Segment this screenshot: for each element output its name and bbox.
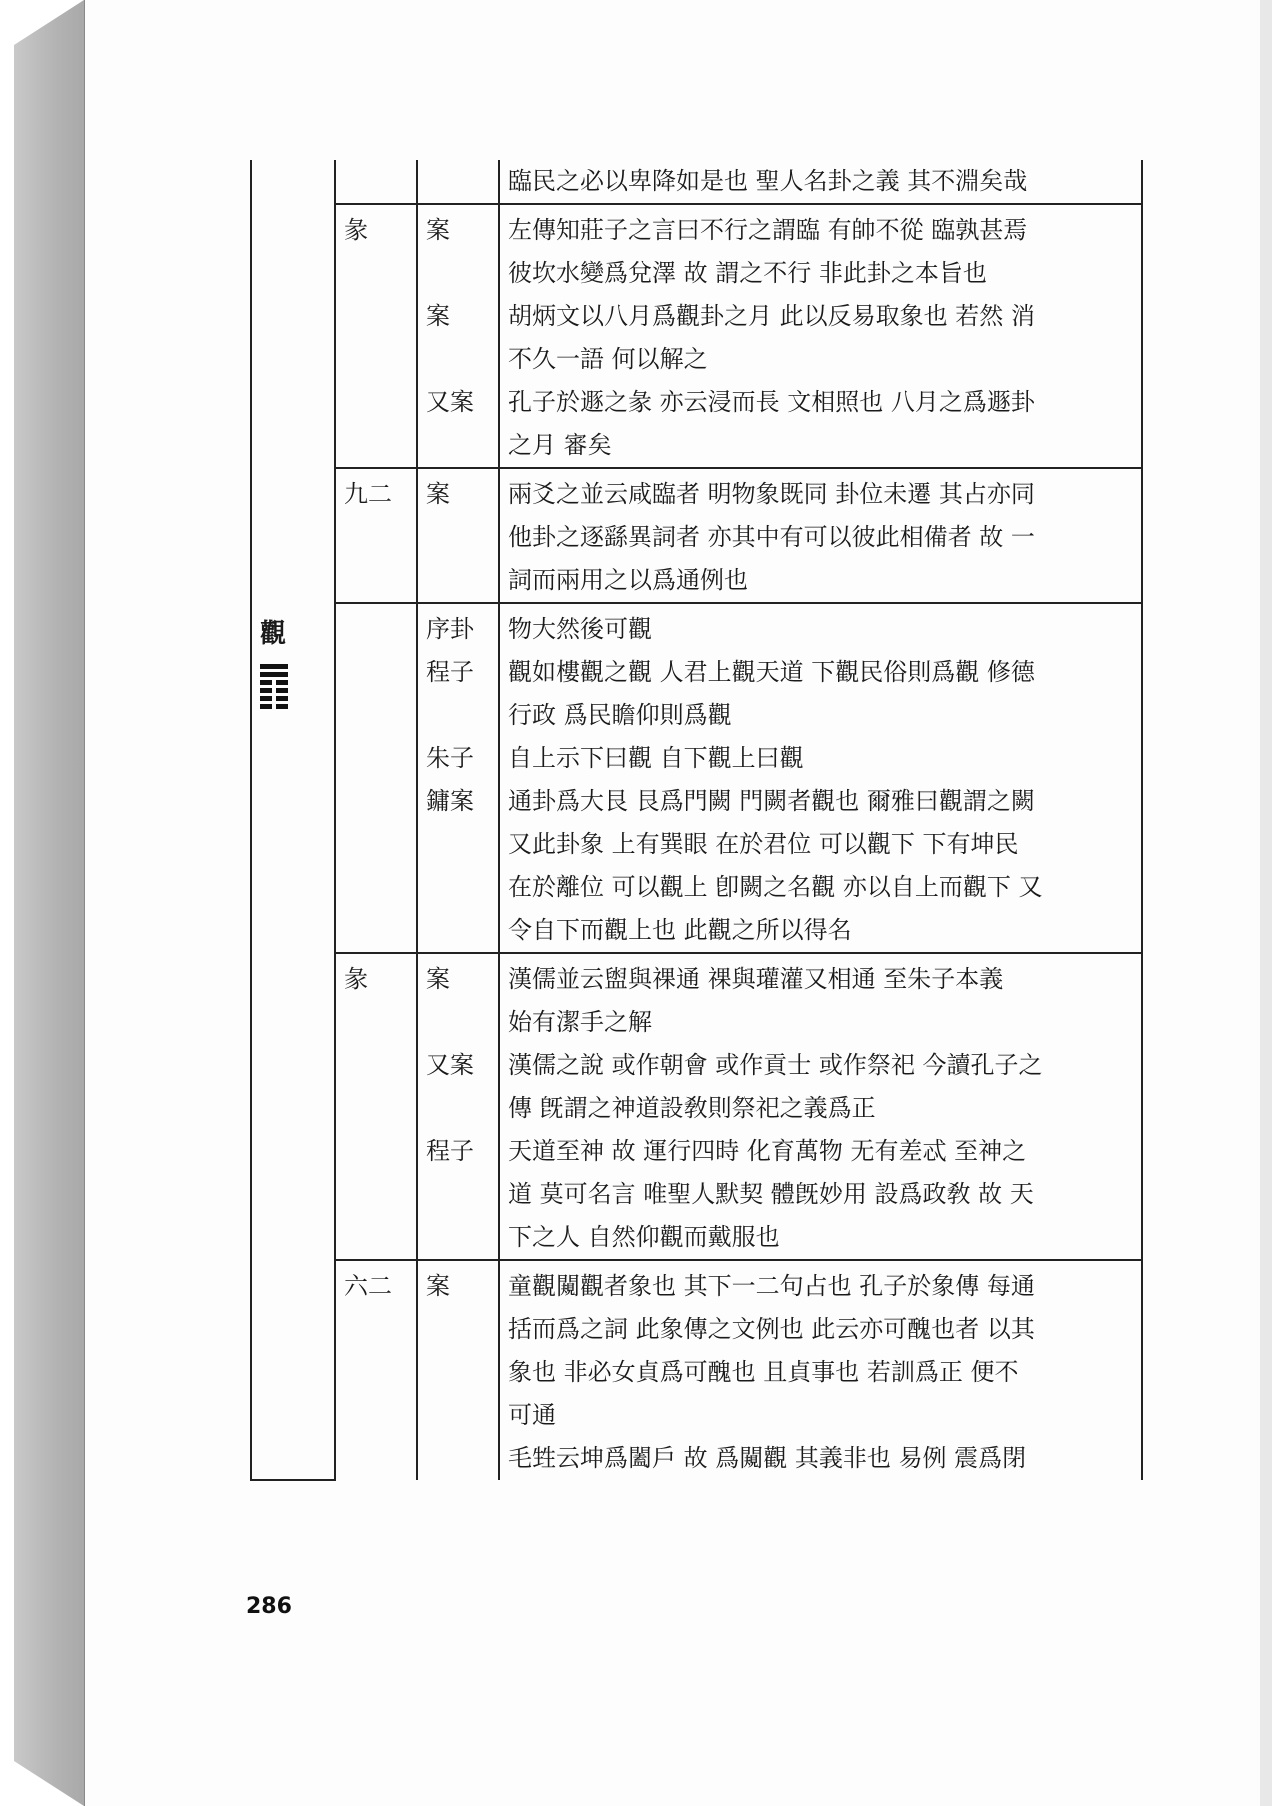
commentary-line: 天道至神 故 運行四時 化育萬物 无有差忒 至神之 xyxy=(508,1137,1027,1165)
section-label: 六二 xyxy=(344,1272,392,1300)
note-label-empty xyxy=(426,1087,490,1130)
label-cell xyxy=(417,1260,499,1480)
note-label-empty xyxy=(426,424,490,467)
label-cell xyxy=(417,468,499,603)
section-label: 九二 xyxy=(344,480,392,508)
commentary-line: 漢儒並云盥與祼通 祼與瓘灌又相通 至朱子本義 xyxy=(508,965,1004,993)
hexagram-guan-icon xyxy=(260,664,288,709)
text-cell xyxy=(499,953,1142,1260)
section-label: 彖 xyxy=(344,965,368,993)
label-cell xyxy=(417,603,499,953)
commentary-line: 道 莫可名言 唯聖人默契 體旣妙用 設爲政敎 故 天 xyxy=(508,1180,1034,1208)
commentary-line: 行政 爲民瞻仰則爲觀 xyxy=(508,701,732,729)
commentary-line: 詞而兩用之以爲通例也 xyxy=(508,566,748,594)
commentary-line: 兩爻之並云咸臨者 明物象既同 卦位未遷 其占亦同 xyxy=(508,480,1035,508)
table-row xyxy=(251,468,1142,603)
note-label: 案 xyxy=(426,1272,450,1300)
note-label: 又案 xyxy=(426,388,474,416)
commentary-line: 臨民之必以卑降如是也 聖人名卦之義 其不淵矣哉 xyxy=(508,167,1028,195)
label-cell xyxy=(417,953,499,1260)
commentary-line: 括而爲之詞 此象傳之文例也 此云亦可醜也者 以其 xyxy=(508,1315,1035,1343)
note-label-empty xyxy=(426,694,490,737)
commentary-line: 毛甡云坤爲闔戶 故 爲闚觀 其義非也 易例 震爲閉 xyxy=(508,1444,1027,1472)
note-label: 案 xyxy=(426,965,450,993)
commentary-line: 可通 xyxy=(508,1401,556,1429)
commentary-line: 胡炳文以八月爲觀卦之月 此以反易取象也 若然 消 xyxy=(508,302,1035,330)
note-label: 又案 xyxy=(426,1051,474,1079)
commentary-line: 之月 審矣 xyxy=(508,431,612,459)
hexagram-name: 觀 xyxy=(260,619,287,649)
table-row xyxy=(251,603,1142,953)
note-label: 程子 xyxy=(426,1137,474,1165)
commentary-line: 又此卦象 上有巽眼 在於君位 可以觀下 下有坤民 xyxy=(508,830,1019,858)
label-cell xyxy=(417,160,499,204)
note-label: 案 xyxy=(426,216,450,244)
section-cell xyxy=(335,953,417,1260)
note-label: 案 xyxy=(426,302,450,330)
note-label-empty xyxy=(426,338,490,381)
hexagram-cell xyxy=(251,160,335,603)
note-label: 序卦 xyxy=(426,615,474,643)
commentary-table xyxy=(250,160,1143,1481)
note-label: 案 xyxy=(426,480,450,508)
commentary-line: 在於離位 可以觀上 卽闕之名觀 亦以自上而觀下 又 xyxy=(508,873,1043,901)
hexagram-cell xyxy=(251,603,335,1480)
section-cell xyxy=(335,204,417,468)
commentary-line: 自上示下曰觀 自下觀上曰觀 xyxy=(508,744,804,772)
commentary-line: 左傳知莊子之言曰不行之謂臨 有帥不從 臨孰甚焉 xyxy=(508,216,1028,244)
table-row xyxy=(251,204,1142,468)
table-row xyxy=(251,160,1142,204)
table-row xyxy=(251,953,1142,1260)
text-cell xyxy=(499,468,1142,603)
text-cell xyxy=(499,204,1142,468)
commentary-line: 通卦爲大艮 艮爲門闕 門闕者觀也 爾雅曰觀謂之闕 xyxy=(508,787,1035,815)
commentary-line: 觀如樓觀之觀 人君上觀天道 下觀民俗則爲觀 修德 xyxy=(508,658,1035,686)
page-number: 286 xyxy=(246,1594,292,1619)
note-label: 鏞案 xyxy=(426,787,474,815)
commentary-line: 漢儒之說 或作朝會 或作貢士 或作祭祀 今讀孔子之 xyxy=(508,1051,1043,1079)
commentary-line: 下之人 自然仰觀而戴服也 xyxy=(508,1223,780,1251)
section-cell xyxy=(335,468,417,603)
table-row xyxy=(251,1260,1142,1480)
section-cell xyxy=(335,1260,417,1480)
section-label: 彖 xyxy=(344,216,368,244)
commentary-line: 始有潔手之解 xyxy=(508,1008,652,1036)
commentary-line: 他卦之逐繇異詞者 亦其中有可以彼此相備者 故 一 xyxy=(508,523,1035,551)
page-shadow xyxy=(1260,0,1272,1806)
note-label-empty xyxy=(426,1001,490,1044)
note-label: 程子 xyxy=(426,658,474,686)
section-cell xyxy=(335,603,417,953)
label-cell xyxy=(417,204,499,468)
commentary-line: 令自下而觀上也 此觀之所以得名 xyxy=(508,916,852,944)
commentary-line: 孔子於遯之彖 亦云浸而長 文相照也 八月之爲遯卦 xyxy=(508,388,1035,416)
text-cell xyxy=(499,160,1142,204)
section-cell xyxy=(335,160,417,204)
commentary-line: 傳 旣謂之神道設敎則祭祀之義爲正 xyxy=(508,1094,876,1122)
commentary-line: 童觀闚觀者象也 其下一二句占也 孔子於象傳 每通 xyxy=(508,1272,1035,1300)
commentary-line: 不久一語 何以解之 xyxy=(508,345,708,373)
commentary-line: 象也 非必女貞爲可醜也 且貞事也 若訓爲正 便不 xyxy=(508,1358,1019,1386)
book-spine-edge xyxy=(14,0,84,1806)
note-label: 朱子 xyxy=(426,744,474,772)
text-cell xyxy=(499,603,1142,953)
text-cell xyxy=(499,1260,1142,1480)
commentary-line: 物大然後可觀 xyxy=(508,615,652,643)
commentary-line: 彼坎水變爲兌澤 故 謂之不行 非此卦之本旨也 xyxy=(508,259,987,287)
note-label-empty xyxy=(426,252,490,295)
